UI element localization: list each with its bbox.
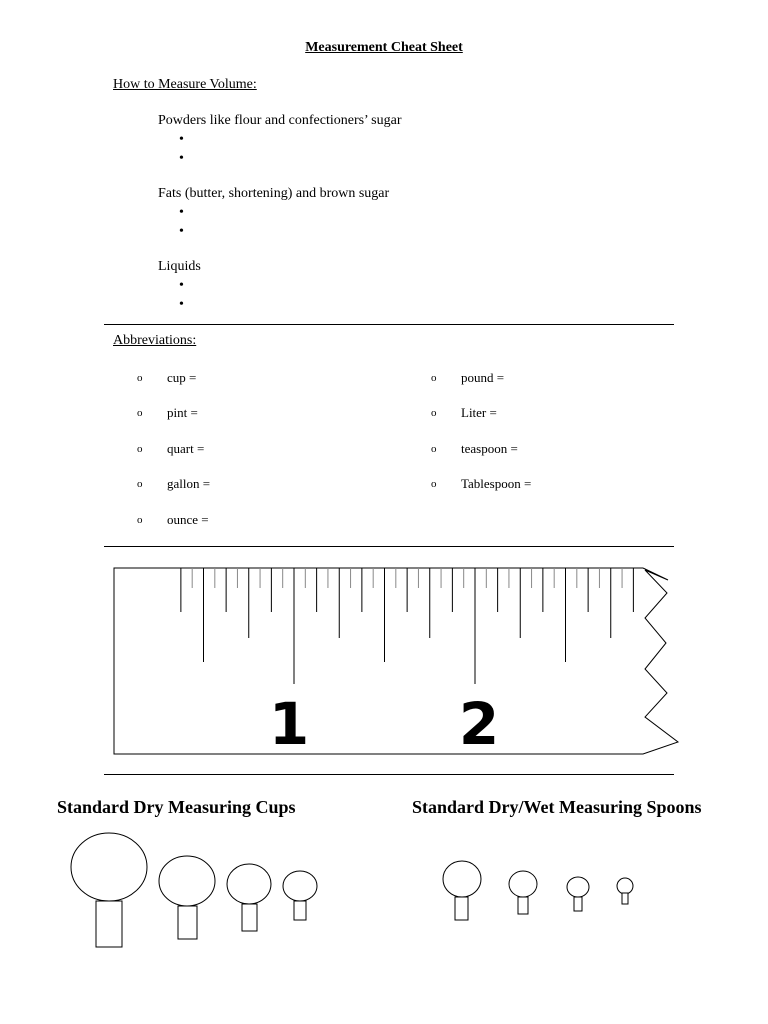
list-marker: o [137, 407, 143, 419]
measuring-spoon-quarter-teaspoon [617, 878, 633, 904]
measuring-spoon-half-teaspoon [567, 877, 589, 911]
measuring-spoon-tablespoon [443, 861, 481, 920]
list-marker: o [431, 407, 437, 419]
list-marker: o [431, 372, 437, 384]
bullet: • [179, 297, 184, 312]
volume-item-liquids: Liquids [158, 259, 201, 274]
abbr-liter: o Liter = [431, 405, 497, 420]
abbr-ounce: o ounce = [137, 512, 209, 527]
bullet: • [179, 205, 184, 220]
bullet: • [179, 132, 184, 147]
bullet: • [179, 224, 184, 239]
list-marker: o [137, 372, 143, 384]
volume-item-powders: Powders like flour and confectioners’ sugar [158, 113, 402, 128]
abbr-teaspoon: o teaspoon = [431, 441, 518, 456]
list-marker: o [137, 443, 143, 455]
spoons-heading: Standard Dry/Wet Measuring Spoons [412, 797, 702, 817]
list-marker: o [137, 514, 143, 526]
list-marker: o [431, 478, 437, 490]
list-marker: o [431, 443, 437, 455]
list-marker: o [137, 478, 143, 490]
bullet: • [179, 278, 184, 293]
abbr-pint: o pint = [137, 405, 198, 420]
volume-heading: How to Measure Volume: [113, 77, 257, 92]
ruler-label-2: 2 [458, 690, 500, 758]
abbreviations-heading: Abbreviations: [113, 333, 197, 348]
volume-item-fats: Fats (butter, shortening) and brown sugar [158, 186, 390, 201]
measuring-spoon-teaspoon [509, 871, 537, 914]
bullet: • [179, 151, 184, 166]
page-title: Measurement Cheat Sheet [305, 40, 463, 55]
abbr-pound: o pound = [431, 370, 505, 385]
abbr-gallon: o gallon = [137, 476, 211, 491]
abbr-cup: o cup = [137, 370, 197, 385]
cups-heading: Standard Dry Measuring Cups [57, 797, 296, 817]
abbr-quart: o quart = [137, 441, 205, 456]
ruler-label-1: 1 [268, 690, 310, 758]
abbr-tablespoon: o Tablespoon = [431, 476, 532, 491]
